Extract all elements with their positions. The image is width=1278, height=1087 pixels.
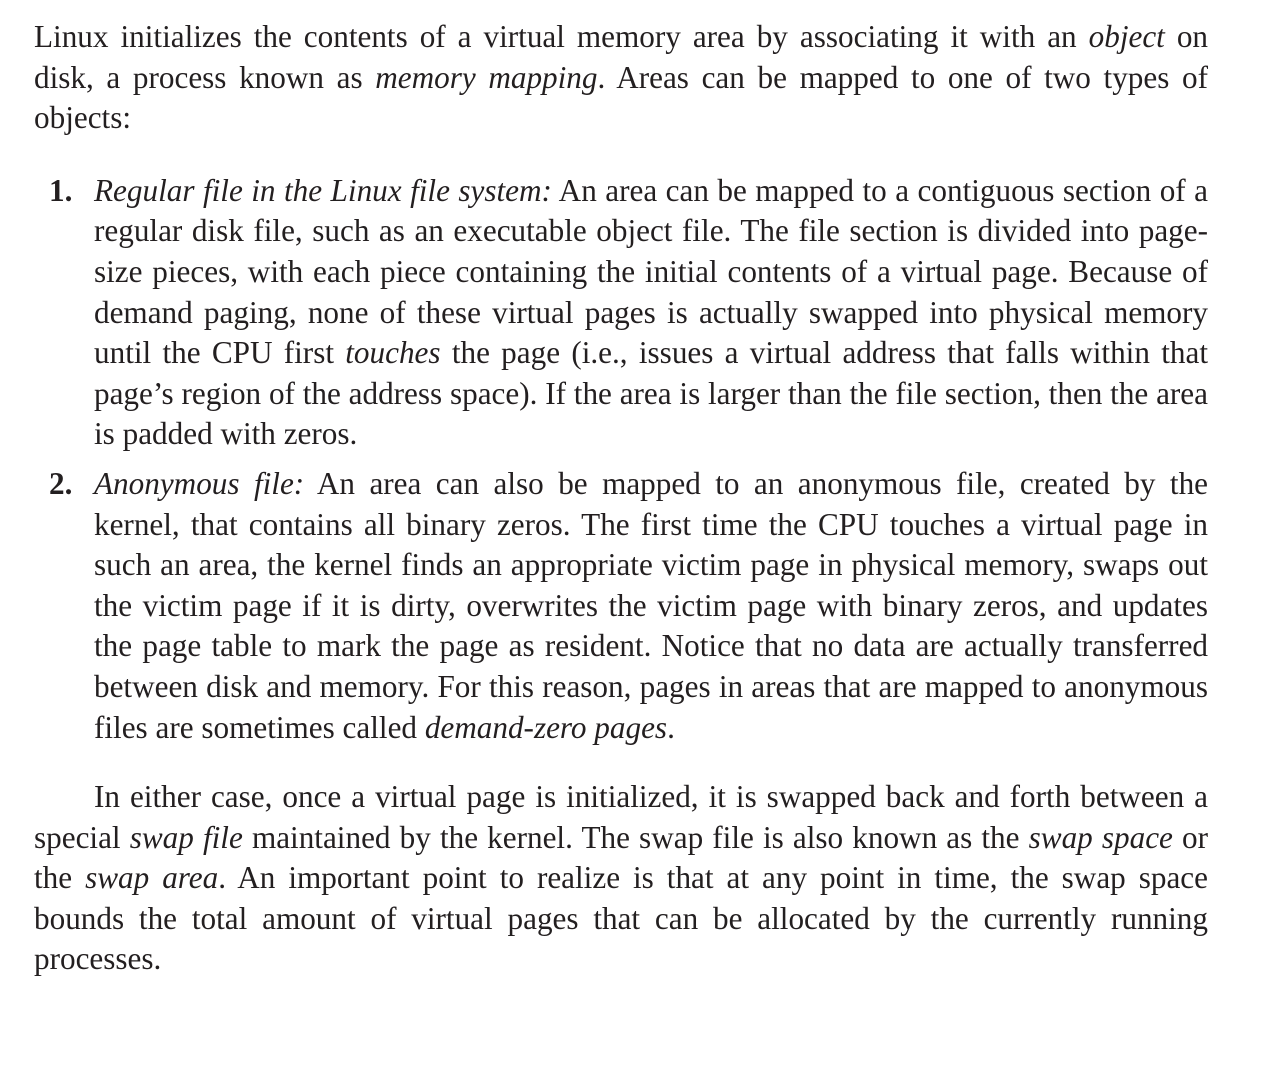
list-body-part-b: the page (i.e., issues a virtual address that falls within that page’s region of the address space). If the area is larger than the file section, then the area is padded with zeros. [94, 335, 1208, 452]
closing-text-3: or the [34, 819, 1208, 896]
closing-text-1: In either case, once a virtual page is initialized, it is swapped back and forth between a special [34, 779, 1208, 855]
closing-term-swap-space: swap space [1028, 819, 1173, 855]
intro-paragraph [34, 17, 1208, 139]
document-page [34, 17, 1208, 980]
list-item-text [94, 171, 1208, 455]
intro-term-object: object [1088, 19, 1165, 54]
list-term-regular-file: Regular file in the Linux file system: [94, 172, 552, 208]
closing-term-swap-file: swap file [129, 819, 243, 855]
list-item-text [94, 464, 1208, 748]
closing-term-swap-area: swap area [85, 860, 219, 896]
object-types-list [34, 171, 1208, 748]
list-body-part-a: An area can also be mapped to an anonymous file, created by the kernel, that contains all binary zeros. The first time the CPU touches a virtual page in such an area, the kernel finds an appropriate victim page in physical memory, swaps out the victim page if it is dirty, overwrites the victim page with binary zeros, and updates the page table to mark the page as resident. Notice that no data are actually transferred between disk and memory. For this reason, pages in areas that are mapped to anonymous files are sometimes called [94, 465, 1208, 745]
closing-text-4: . An important point to realize is that at any point in time, the swap space bounds the total amount of virtual pages that can be allocated by the currently running processes. [34, 860, 1208, 977]
list-body-part-b: . [667, 709, 675, 745]
intro-text-1: Linux initializes the contents of a virtual memory area by associating it with an [34, 19, 1089, 54]
closing-text-2: maintained by the kernel. The swap file is also known as the [242, 819, 1029, 855]
closing-paragraph [34, 777, 1208, 980]
list-number: 2. [49, 465, 73, 501]
list-body-part-a: An area can be mapped to a contiguous section of a regular disk file, such as an executable object file. The file section is divided into page-size pieces, with each piece containing the initial contents of a virtual page. Because of demand paging, none of these virtual pages is actually swapped into physical memory until the CPU first [94, 172, 1208, 371]
list-term-touches: touches [345, 335, 441, 371]
list-term-demand-zero-pages: demand-zero pages [424, 709, 668, 745]
intro-text-2: on disk, a process known as [34, 19, 1208, 95]
intro-text-3: . Areas can be mapped to one of two types of objects: [34, 59, 1208, 136]
list-number: 1. [49, 172, 73, 208]
list-item-anonymous-file [34, 464, 1208, 748]
list-term-anonymous-file: Anonymous file: [94, 465, 305, 501]
list-item-regular-file [34, 171, 1208, 455]
intro-term-memory-mapping: memory mapping [375, 59, 598, 95]
